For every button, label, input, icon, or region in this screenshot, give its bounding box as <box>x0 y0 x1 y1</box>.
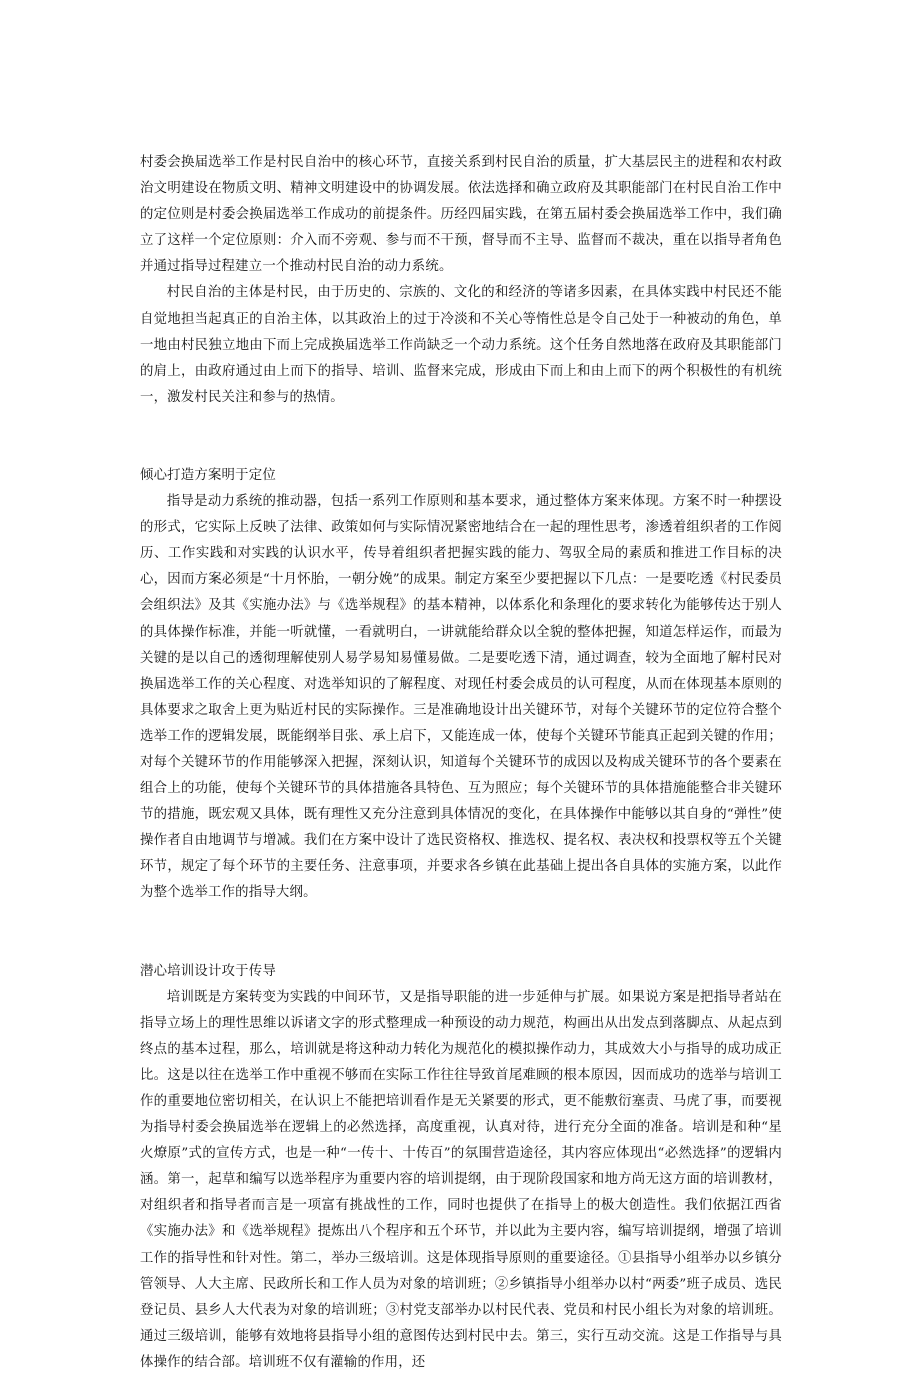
section-heading-2: 潜心培训设计攻于传导 <box>140 963 276 979</box>
intro-paragraph-2: 村民自治的主体是村民，由于历史的、宗族的、文化的和经济的等诸多因素，在具体实践中村民还不能自觉地担当起真正的自治主体，以其政治上的过于冷淡和不关心等惰性总是令自己处于一种被动的角色，单一地由村民独立地由下而上完成换届选举工作尚缺乏一个动力系统。这个任务自然地落在政府及其职能部门的肩上，由政府通过由上而下的指导、培训、监督来完成，形成由下而上和由上而下的两个积极性的有机统一，激发村民关注和参与的热情。 <box>140 285 782 405</box>
section-2-paragraph: 培训既是方案转变为实践的中间环节，又是指导职能的进一步延伸与扩展。如果说方案是把指导者站在指导立场上的理性思维以诉诸文字的形式整理成一种预设的动力规范，构画出从出发点到落脚点、从起点到终点的基本过程，那么，培训就是将这种动力转化为规范化的模拟操作动力，其成效大小与指导的成功成正比。这是以往在选举工作中重视不够而在实际工作往往导致首尾难顾的根本原因，因而成功的选举与培训工作的重要地位密切相关，在认识上不能把培训看作是无关紧要的形式，更不能敷衍塞责、马虎了事，而要视为指导村委会换届选举在逻辑上的必然选择，高度重视，认真对待，进行充分全面的准备。培训是和种“星火燎原”式的宣传方式，也是一种“一传十、十传百”的氛围营造途径，其内容应体现出“必然选择”的逻辑内涵。第一，起草和编写以选举程序为重要内容的培训提纲，由于现阶段国家和地方尚无这方面的培训教材，对组织者和指导者而言是一项富有挑战性的工作，同时也提供了在指导上的极大创造性。我们依据江西省《实施办法》和《选举规程》提炼出八个程序和五个环节，并以此为主要内容，编写培训提纲，增强了培训工作的指导性和针对性。第二，举办三级培训。这是体现指导原则的重要途径。①县指导小组举办以乡镇分管领导、人大主席、民政所长和工作人员为对象的培训班；②乡镇指导小组举办以村“两委”班子成员、选民登记员、县乡人大代表为对象的培训班；③村党支部举办以村民代表、党员和村民小组长为对象的培训班。通过三级培训，能够有效地将县指导小组的意图传达到村民中去。第三，实行互动交流。这是工作指导与具体操作的结合部。培训班不仅有灌输的作用，还 <box>140 989 782 1370</box>
intro-paragraph-1: 村委会换届选举工作是村民自治中的核心环节，直接关系到村民自治的质量，扩大基层民主的进程和农村政治文明建设在物质文明、精神文明建设中的协调发展。依法选择和确立政府及其职能部门在村民自治工作中的定位则是村委会换届选举工作成功的前提条件。历经四届实践，在第五届村委会换届选举工作中，我们确立了这样一个定位原则：介入而不旁观、参与而不干预，督导而不主导、监督而不裁决，重在以指导者角色并通过指导过程建立一个推动村民自治的动力系统。 <box>140 155 782 275</box>
section-heading-1: 倾心打造方案明于定位 <box>140 467 276 483</box>
document-body <box>140 150 782 1376</box>
section-1-paragraph: 指导是动力系统的推动器，包括一系列工作原则和基本要求，通过整体方案来体现。方案不时一种摆设的形式，它实际上反映了法律、政策如何与实际情况紧密地结合在一起的理性思考，渗透着组织者的工作阅历、工作实践和对实践的认识水平，传导着组织者把握实践的能力、驾驭全局的素质和推进工作目标的决心，因而方案必须是“十月怀胎，一朝分娩”的成果。制定方案至少要把握以下几点：一是要吃透《村民委员会组织法》及其《实施办法》与《选举规程》的基本精神，以体系化和条理化的要求转化为能够传达于别人的具体操作标准，并能一听就懂，一看就明白，一讲就能给群众以全貌的整体把握，知道怎样运作，而最为关键的是以自己的透彻理解使别人易学易知易懂易做。二是要吃透下清，通过调查，较为全面地了解村民对换届选举工作的关心程度、对选举知识的了解程度、对现任村委会成员的认可程度，从而在体现基本原则的具体要求之取舍上更为贴近村民的实际操作。三是准确地设计出关键环节，对每个关键环节的定位符合整个选举工作的逻辑发展，既能纲举目张、承上启下，又能连成一体，使每个关键环节能真正起到关键的作用；对每个关键环节的作用能够深入把握，深刻认识，知道每个关键环节的成因以及构成关键环节的各个要素在组合上的功能，使每个关键环节的具体措施各具特色、互为照应；每个关键环节的具体措施能整合非关键环节的措施，既宏观又具体，既有理性又充分注意到具体情况的变化，在具体操作中能够以其自身的“弹性”使操作者自由地调节与增减。我们在方案中设计了选民资格权、推选权、提名权、表决权和投票权等五个关键环节，规定了每个环节的主要任务、注意事项，并要求各乡镇在此基础上提出各自具体的实施方案，以此作为整个选举工作的指导大纲。 <box>140 494 782 901</box>
